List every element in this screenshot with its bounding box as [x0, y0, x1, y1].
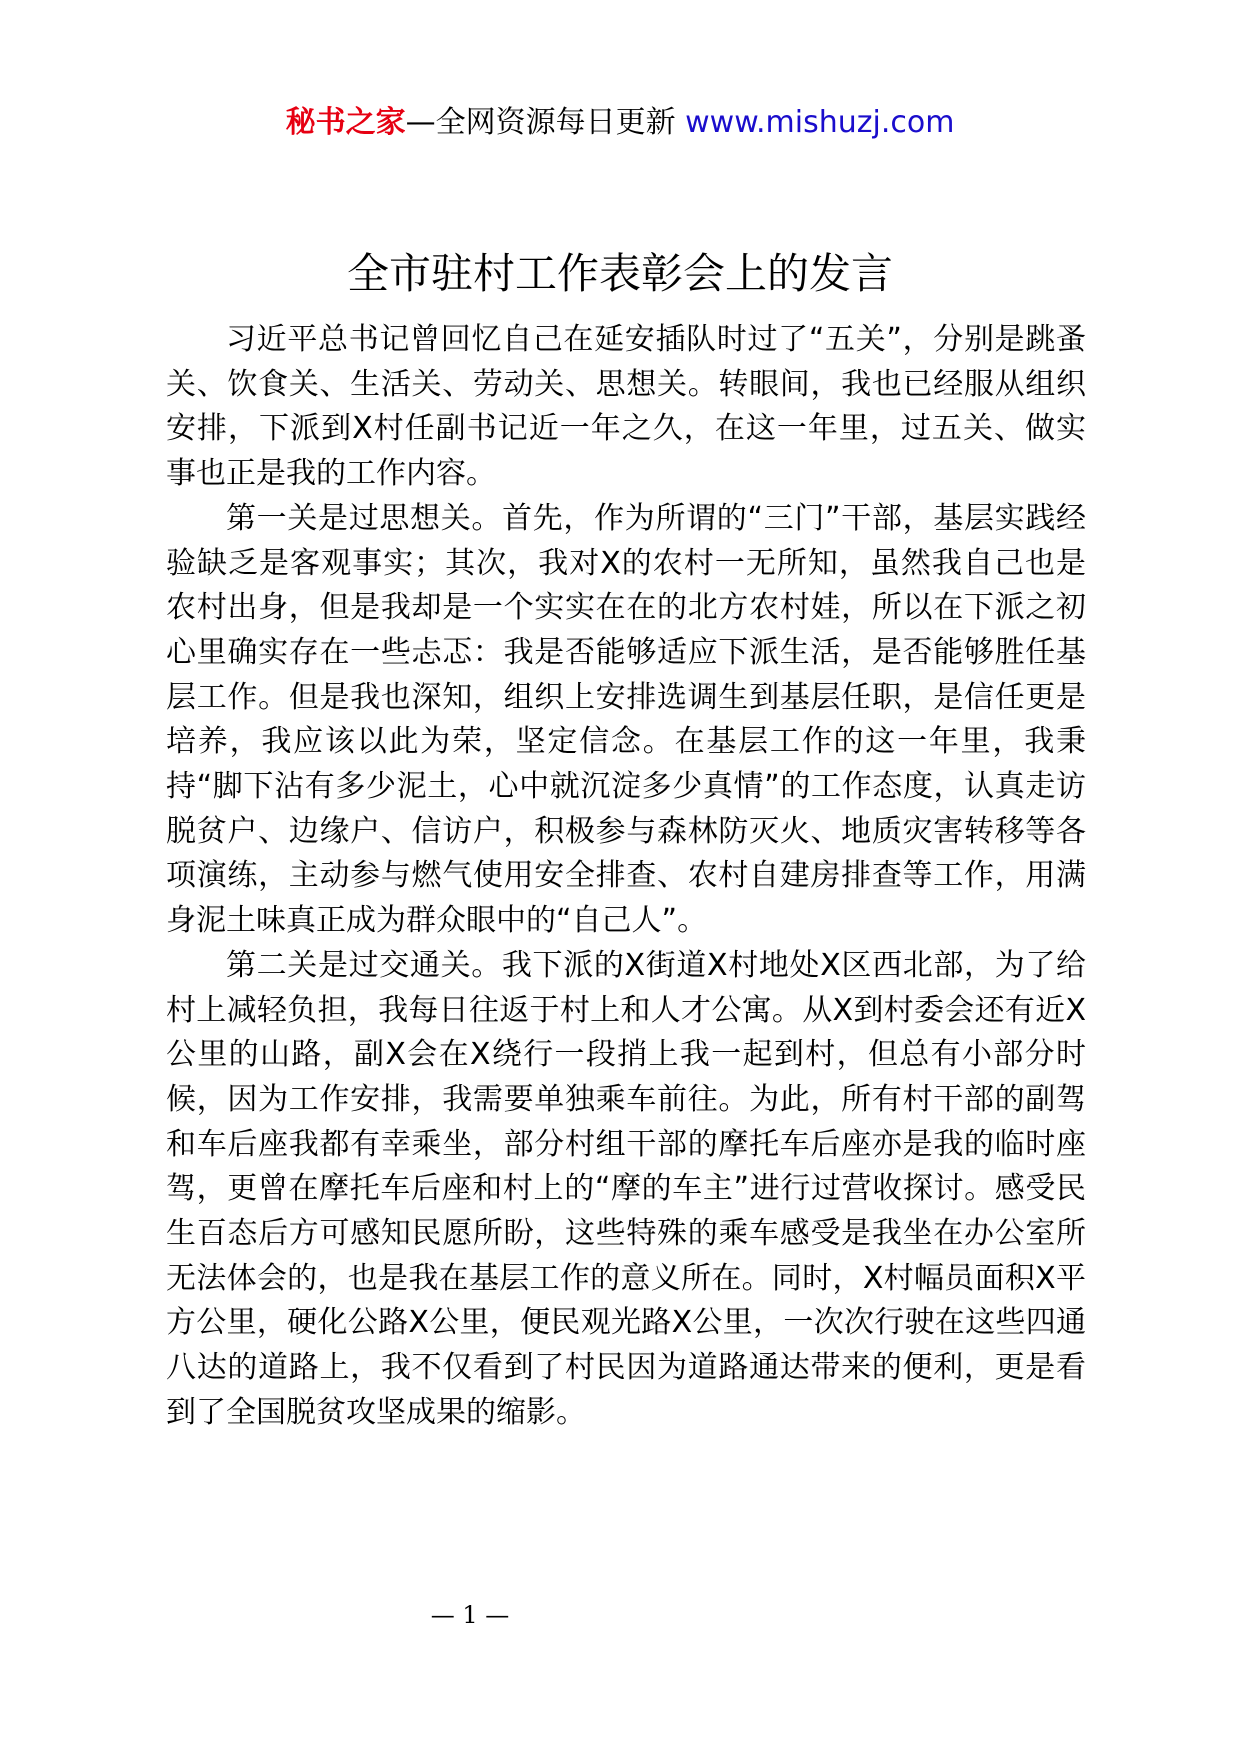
paragraph: 习近平总书记曾回忆自己在延安插队时过了“五关”，分别是跳蚤关、饮食关、生活关、劳动关、思想关。转眼间，我也已经服从组织安排，下派到X村任副书记近一年之久，在这一年里，过五关、做实事也正是我的工作内容。	[166, 322, 1086, 492]
site-url-link[interactable]: www.mishuzj.com	[685, 105, 955, 140]
document-body	[166, 318, 1086, 1436]
paragraph: 第二关是过交通关。我下派的X街道X村地处X区西北部，为了给村上减轻负担，我每日往返于村上和人才公寓。从X到村委会还有近X公里的山路，副X会在X绕行一段捎上我一起到村，但总有小部分时候，因为工作安排，我需要单独乘车前往。为此，所有村干部的副驾和车后座我都有幸乘坐，部分村组干部的摩托车后座亦是我的临时座驾，更曾在摩托车后座和村上的“摩的车主”进行过营收探讨。感受民生百态后方可感知民愿所盼，这些特殊的乘车感受是我坐在办公室所无法体会的，也是我在基层工作的意义所在。同时，X村幅员面积X平方公里，硬化公路X公里，便民观光路X公里，一次次行驶在这些四通八达的道路上，我不仅看到了村民因为道路通达带来的便利，更是看到了全国脱贫攻坚成果的缩影。	[166, 947, 1086, 1430]
page-number: — 1 —	[430, 1601, 510, 1629]
paragraph: 第一关是过思想关。首先，作为所谓的“三门”干部，基层实践经验缺乏是客观事实；其次，我对X的农村一无所知，虽然我自己也是农村出身，但是我却是一个实实在在的北方农村娃，所以在下派之初心里确实存在一些忐忑：我是否能够适应下派生活，是否能够胜任基层工作。但是我也深知，组织上安排选调生到基层任职，是信任更是培养，我应该以此为荣，坚定信念。在基层工作的这一年里，我秉持“脚下沾有多少泥土，心中就沉淀多少真情”的工作态度，认真走访脱贫户、边缘户、信访户，积极参与森林防灭火、地质灾害转移等各项演练，主动参与燃气使用安全排查、农村自建房排查等工作，用满身泥土味真正成为群众眼中的“自己人”。	[166, 500, 1086, 939]
site-header	[0, 100, 1240, 146]
site-tagline: —全网资源每日更新	[405, 105, 686, 140]
document-title: 全市驻村工作表彰会上的发言	[346, 249, 893, 298]
site-brand: 秘书之家	[285, 105, 406, 140]
